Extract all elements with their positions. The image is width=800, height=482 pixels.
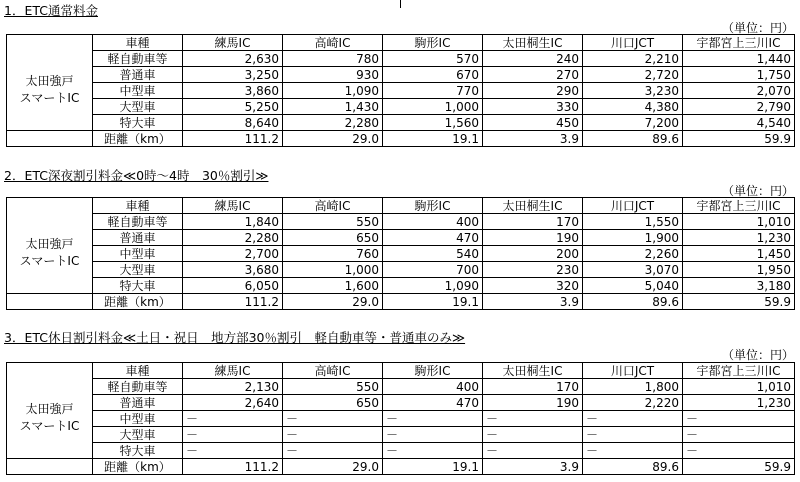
toll-value: 290 xyxy=(483,83,583,99)
toll-value: 1,950 xyxy=(683,262,795,278)
distance-value: 19.1 xyxy=(383,294,483,310)
toll-value: 4,540 xyxy=(683,115,795,131)
toll-value: 650 xyxy=(283,230,383,246)
toll-value: 670 xyxy=(383,67,483,83)
unit-label: （単位：円） xyxy=(721,184,794,198)
corner-cell xyxy=(7,198,93,214)
distance-row xyxy=(7,294,795,310)
vehicle-class: 大型車 xyxy=(93,99,183,115)
column-header: 練馬IC xyxy=(183,198,283,214)
toll-value: 650 xyxy=(283,395,383,411)
distance-label: 距離（km） xyxy=(93,131,183,147)
distance-value: 111.2 xyxy=(183,294,283,310)
toll-value: 2,720 xyxy=(583,67,683,83)
vehicle-class: 軽自動車等 xyxy=(93,51,183,67)
distance-value: 59.9 xyxy=(683,459,795,475)
toll-value: 5,250 xyxy=(183,99,283,115)
toll-value: 3,070 xyxy=(583,262,683,278)
distance-row xyxy=(7,131,795,147)
distance-blank-cell xyxy=(7,131,93,147)
toll-value: 1,000 xyxy=(383,99,483,115)
table-row xyxy=(7,443,795,459)
table-row xyxy=(7,83,795,99)
distance-value: 89.6 xyxy=(583,459,683,475)
table-row xyxy=(7,67,795,83)
table-row xyxy=(7,395,795,411)
section-title: 3．ETC休日割引料金≪土日・祝日 地方部30％割引 軽自動車等・普通車のみ≫ xyxy=(4,330,466,345)
column-header: 太田桐生IC xyxy=(483,198,583,214)
distance-value: 3.9 xyxy=(483,131,583,147)
column-header: 川口JCT xyxy=(583,35,683,51)
toll-value: 240 xyxy=(483,51,583,67)
vehicle-class: 特大車 xyxy=(93,443,183,459)
column-header: 宇都宮上三川IC xyxy=(683,35,795,51)
toll-value: 3,250 xyxy=(183,67,283,83)
distance-value: 3.9 xyxy=(483,459,583,475)
distance-row xyxy=(7,459,795,475)
table-row xyxy=(7,115,795,131)
toll-value: 3,860 xyxy=(183,83,283,99)
toll-value: 1,600 xyxy=(283,278,383,294)
distance-value: 29.0 xyxy=(283,131,383,147)
corner-cell xyxy=(7,363,93,379)
toll-value: 170 xyxy=(483,379,583,395)
toll-value: 5,040 xyxy=(583,278,683,294)
table-row xyxy=(7,411,795,427)
toll-value: 3,180 xyxy=(683,278,795,294)
column-header: 川口JCT xyxy=(583,198,683,214)
origin-ic-label: 太田強戸 スマートIC xyxy=(7,214,93,294)
toll-value: － xyxy=(383,427,483,443)
column-header: 高崎IC xyxy=(283,363,383,379)
toll-value: 570 xyxy=(383,51,483,67)
table-header-row xyxy=(7,198,795,214)
column-header: 車種 xyxy=(93,198,183,214)
toll-value: 1,560 xyxy=(383,115,483,131)
distance-value: 19.1 xyxy=(383,459,483,475)
table-row xyxy=(7,427,795,443)
toll-value: 1,230 xyxy=(683,230,795,246)
section-title: 1．ETC通常料金 xyxy=(4,3,98,18)
toll-value: 6,050 xyxy=(183,278,283,294)
toll-value: － xyxy=(583,427,683,443)
toll-value: 2,220 xyxy=(583,395,683,411)
toll-value: 450 xyxy=(483,115,583,131)
vehicle-class: 特大車 xyxy=(93,115,183,131)
toll-value: 2,260 xyxy=(583,246,683,262)
toll-value: － xyxy=(683,411,795,427)
column-header: 太田桐生IC xyxy=(483,35,583,51)
toll-value: － xyxy=(283,427,383,443)
toll-value: － xyxy=(683,427,795,443)
toll-value: 2,130 xyxy=(183,379,283,395)
table-row xyxy=(7,230,795,246)
toll-value: 320 xyxy=(483,278,583,294)
toll-value: 200 xyxy=(483,246,583,262)
toll-value: 700 xyxy=(383,262,483,278)
column-header: 練馬IC xyxy=(183,35,283,51)
toll-value: 1,440 xyxy=(683,51,795,67)
distance-blank-cell xyxy=(7,459,93,475)
toll-value: 770 xyxy=(383,83,483,99)
table-row xyxy=(7,278,795,294)
column-header: 駒形IC xyxy=(383,363,483,379)
toll-table xyxy=(6,362,795,475)
toll-value: 400 xyxy=(383,379,483,395)
distance-label: 距離（km） xyxy=(93,459,183,475)
toll-value: 330 xyxy=(483,99,583,115)
column-header: 宇都宮上三川IC xyxy=(683,363,795,379)
distance-value: 111.2 xyxy=(183,131,283,147)
toll-value: 2,280 xyxy=(283,115,383,131)
toll-value: 2,070 xyxy=(683,83,795,99)
toll-value: 1,450 xyxy=(683,246,795,262)
toll-value: － xyxy=(283,411,383,427)
toll-value: 1,230 xyxy=(683,395,795,411)
unit-label: （単位：円） xyxy=(721,348,794,362)
toll-table xyxy=(6,197,795,310)
toll-value: 1,430 xyxy=(283,99,383,115)
table-row xyxy=(7,246,795,262)
toll-value: 930 xyxy=(283,67,383,83)
toll-value: － xyxy=(583,443,683,459)
toll-value: 760 xyxy=(283,246,383,262)
table-header-row xyxy=(7,35,795,51)
unit-label: （単位：円） xyxy=(721,21,794,35)
vehicle-class: 中型車 xyxy=(93,83,183,99)
toll-value: 780 xyxy=(283,51,383,67)
toll-value: 1,010 xyxy=(683,214,795,230)
column-header: 高崎IC xyxy=(283,198,383,214)
toll-value: － xyxy=(483,443,583,459)
column-header: 車種 xyxy=(93,363,183,379)
toll-value: － xyxy=(683,443,795,459)
toll-value: － xyxy=(183,411,283,427)
distance-value: 89.6 xyxy=(583,131,683,147)
toll-value: 1,840 xyxy=(183,214,283,230)
column-header: 車種 xyxy=(93,35,183,51)
distance-value: 29.0 xyxy=(283,459,383,475)
distance-value: 19.1 xyxy=(383,131,483,147)
toll-value: 470 xyxy=(383,395,483,411)
vehicle-class: 大型車 xyxy=(93,262,183,278)
column-header: 駒形IC xyxy=(383,198,483,214)
toll-value: － xyxy=(583,411,683,427)
vehicle-class: 軽自動車等 xyxy=(93,379,183,395)
vehicle-class: 普通車 xyxy=(93,230,183,246)
toll-value: 1,800 xyxy=(583,379,683,395)
distance-label: 距離（km） xyxy=(93,294,183,310)
vehicle-class: 中型車 xyxy=(93,411,183,427)
toll-value: － xyxy=(383,443,483,459)
origin-ic-label: 太田強戸 スマートIC xyxy=(7,379,93,459)
toll-value: 2,280 xyxy=(183,230,283,246)
vehicle-class: 軽自動車等 xyxy=(93,214,183,230)
toll-value: 2,700 xyxy=(183,246,283,262)
distance-blank-cell xyxy=(7,294,93,310)
toll-value: 400 xyxy=(383,214,483,230)
toll-value: 3,680 xyxy=(183,262,283,278)
section-title: 2．ETC深夜割引料金≪0時～4時 30％割引≫ xyxy=(4,168,269,183)
origin-ic-label: 太田強戸 スマートIC xyxy=(7,51,93,131)
toll-value: 550 xyxy=(283,379,383,395)
distance-value: 59.9 xyxy=(683,131,795,147)
vehicle-class: 普通車 xyxy=(93,395,183,411)
toll-value: 1,090 xyxy=(283,83,383,99)
toll-value: 190 xyxy=(483,230,583,246)
corner-cell xyxy=(7,35,93,51)
table-row xyxy=(7,262,795,278)
table-row xyxy=(7,51,795,67)
toll-value: 2,640 xyxy=(183,395,283,411)
toll-value: 540 xyxy=(383,246,483,262)
toll-value: － xyxy=(383,411,483,427)
toll-value: 2,210 xyxy=(583,51,683,67)
table-header-row xyxy=(7,363,795,379)
table-row xyxy=(7,214,795,230)
toll-value: － xyxy=(183,427,283,443)
toll-value: 8,640 xyxy=(183,115,283,131)
table-row xyxy=(7,379,795,395)
column-header: 宇都宮上三川IC xyxy=(683,198,795,214)
toll-value: － xyxy=(483,411,583,427)
toll-value: 1,550 xyxy=(583,214,683,230)
distance-value: 111.2 xyxy=(183,459,283,475)
distance-value: 3.9 xyxy=(483,294,583,310)
toll-value: 2,630 xyxy=(183,51,283,67)
toll-value: 4,380 xyxy=(583,99,683,115)
toll-value: 1,900 xyxy=(583,230,683,246)
toll-value: － xyxy=(183,443,283,459)
vehicle-class: 特大車 xyxy=(93,278,183,294)
toll-value: 2,790 xyxy=(683,99,795,115)
toll-value: 550 xyxy=(283,214,383,230)
toll-value: 1,000 xyxy=(283,262,383,278)
toll-value: 230 xyxy=(483,262,583,278)
toll-value: 3,230 xyxy=(583,83,683,99)
toll-value: 190 xyxy=(483,395,583,411)
toll-value: 470 xyxy=(383,230,483,246)
column-header: 太田桐生IC xyxy=(483,363,583,379)
distance-value: 59.9 xyxy=(683,294,795,310)
distance-value: 89.6 xyxy=(583,294,683,310)
vehicle-class: 普通車 xyxy=(93,67,183,83)
toll-table xyxy=(6,34,795,147)
table-row xyxy=(7,99,795,115)
toll-value: 1,090 xyxy=(383,278,483,294)
toll-value: 7,200 xyxy=(583,115,683,131)
toll-value: － xyxy=(483,427,583,443)
column-header: 高崎IC xyxy=(283,35,383,51)
toll-value: 1,750 xyxy=(683,67,795,83)
toll-value: － xyxy=(283,443,383,459)
toll-value: 1,010 xyxy=(683,379,795,395)
vehicle-class: 大型車 xyxy=(93,427,183,443)
column-header: 駒形IC xyxy=(383,35,483,51)
toll-value: 270 xyxy=(483,67,583,83)
page-top-mark xyxy=(400,0,401,8)
column-header: 練馬IC xyxy=(183,363,283,379)
distance-value: 29.0 xyxy=(283,294,383,310)
column-header: 川口JCT xyxy=(583,363,683,379)
toll-value: 170 xyxy=(483,214,583,230)
vehicle-class: 中型車 xyxy=(93,246,183,262)
